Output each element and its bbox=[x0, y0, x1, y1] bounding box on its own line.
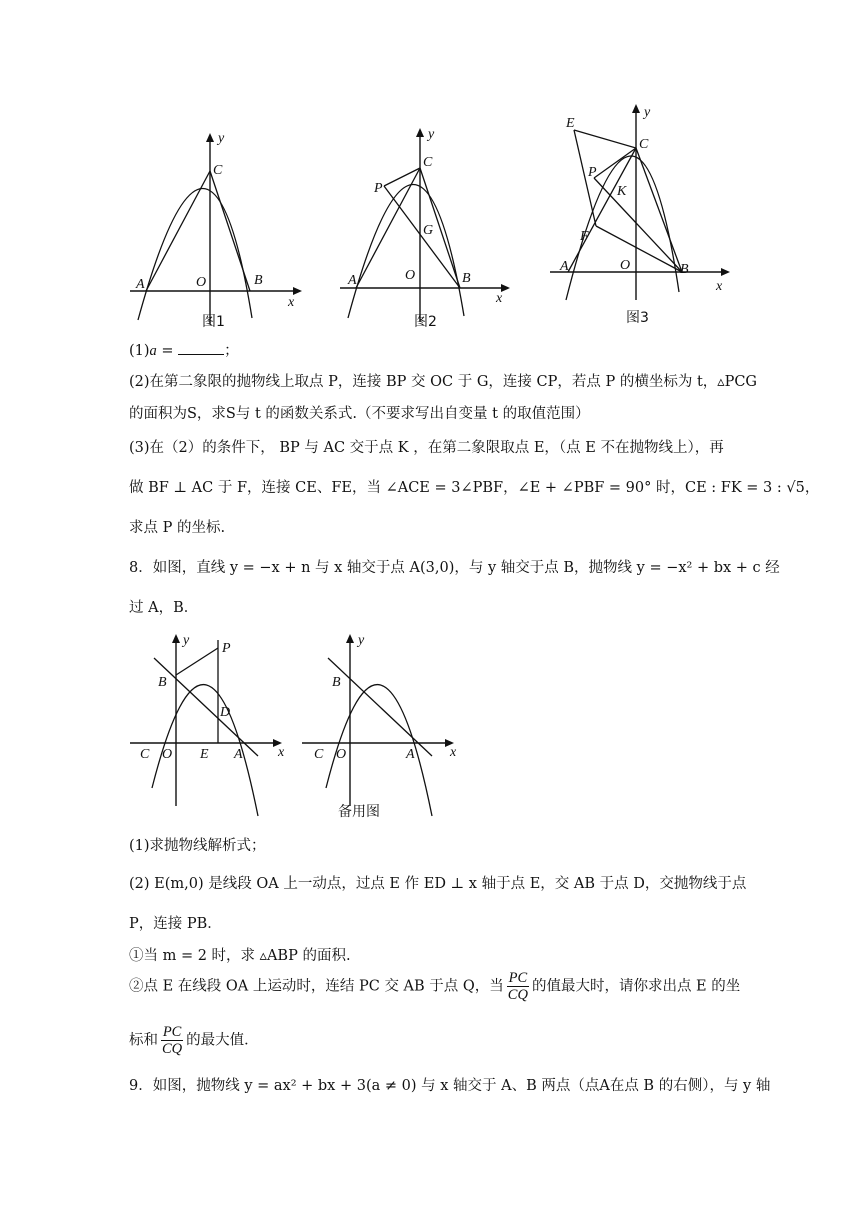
q7-part3-line3: 求点 P 的坐标. bbox=[129, 520, 226, 536]
fig1-o-label: O bbox=[196, 275, 207, 290]
fig3-x-label: x bbox=[716, 279, 723, 294]
fig3-k-label: K bbox=[617, 184, 627, 199]
fig2-a-label: A bbox=[348, 273, 357, 288]
q8-part2-line2: P，连接 PB． bbox=[129, 916, 222, 932]
fig1-x-label: x bbox=[288, 295, 295, 310]
figure-5 bbox=[300, 628, 470, 828]
q8-line1: 8．如图，直线 y = −x + n 与 x 轴交于点 A(3,0)，与 y 轴交于点 B，抛物线 y = −x² + bx + c 经 bbox=[129, 560, 780, 576]
fig4-c-label: C bbox=[140, 747, 150, 762]
fig5-y-label: y bbox=[358, 633, 365, 648]
fig4-d-label: D bbox=[220, 705, 231, 720]
fig1-caption: 图1 bbox=[202, 314, 225, 330]
fig2-b-label: B bbox=[462, 271, 471, 286]
fraction-pc-cq: $\frac{PC}{CQ}$ bbox=[507, 970, 528, 1003]
fig5-a-label: A bbox=[406, 747, 415, 762]
q7-part2-line1: (2)在第二象限的抛物线上取点 P，连接 BP 交 OC 于 G，连接 CP，若点 P 的横坐标为 t，▵PCG bbox=[129, 374, 758, 390]
fig1-b-label: B bbox=[254, 273, 263, 288]
fig4-p-label: P bbox=[222, 641, 231, 656]
fig3-f-label: F bbox=[580, 229, 589, 244]
fig1-a-label: A bbox=[136, 277, 145, 292]
fig5-caption: 备用图 bbox=[338, 804, 380, 820]
q8-part1: (1)求抛物线解析式； bbox=[129, 838, 266, 854]
fraction-pc-cq-2: $\frac{PC}{CQ}$ bbox=[162, 1024, 183, 1057]
q8-part2-line1: (2) E(m,0) 是线段 OA 上一动点，过点 E 作 ED ⊥ x 轴于点 E，交 AB 于点 D，交抛物线于点 bbox=[129, 876, 747, 892]
fig3-p-label: P bbox=[588, 165, 597, 180]
q7-part3-line1: (3)在（2）的条件下， BP 与 AC 交于点 K ，在第二象限取点 E，（点 E 不在抛物线上），再 bbox=[129, 440, 724, 456]
fig2-y-label: y bbox=[428, 127, 435, 142]
fig3-caption: 图3 bbox=[626, 310, 649, 326]
q8-case2-line2: 标和 $\frac{PC}{CQ}$ 的最大值． bbox=[129, 1024, 259, 1057]
q7-part1: (1)a = ； bbox=[129, 340, 239, 361]
fig3-e-label: E bbox=[566, 116, 575, 131]
q8-line2: 过 A，B． bbox=[129, 600, 199, 616]
fig4-x-label: x bbox=[278, 745, 285, 760]
fig4-o-label: O bbox=[162, 747, 173, 762]
fig4-e-label: E bbox=[200, 747, 209, 762]
fig1-y-label: y bbox=[218, 131, 225, 146]
fig2-o-label: O bbox=[405, 268, 416, 283]
fig5-x-label: x bbox=[450, 745, 457, 760]
fig4-b-label: B bbox=[158, 675, 167, 690]
fig5-o-label: O bbox=[336, 747, 347, 762]
fig2-g-label: G bbox=[423, 223, 434, 238]
figure-2 bbox=[336, 124, 526, 334]
fig3-a-label: A bbox=[560, 259, 569, 274]
fig2-caption: 图2 bbox=[414, 314, 437, 330]
fig3-c-label: C bbox=[639, 137, 649, 152]
q9-line1: 9．如图，抛物线 y = ax² + bx + 3(a ≠ 0) 与 x 轴交于 A、B 两点（点A在点 B 的右侧），与 y 轴 bbox=[129, 1078, 771, 1094]
fig3-b-label: B bbox=[680, 262, 689, 277]
fig4-y-label: y bbox=[183, 633, 190, 648]
fig5-b-label: B bbox=[332, 675, 341, 690]
answer-blank bbox=[178, 340, 224, 355]
fig2-c-label: C bbox=[423, 155, 433, 170]
fig5-c-label: C bbox=[314, 747, 324, 762]
figure-4 bbox=[128, 628, 298, 828]
q7-part2-line2: 的面积为S，求S与 t 的函数关系式.（不要求写出自变量 t 的取值范围） bbox=[129, 406, 590, 422]
fig2-x-label: x bbox=[496, 291, 503, 306]
q7-part3-line2: 做 BF ⊥ AC 于 F，连接 CE、FE，当 ∠ACE = 3∠PBF，∠E + ∠PBF = 90° 时，CE : FK = 3 : √5， bbox=[129, 480, 820, 496]
q8-case2-line1: ②点 E 在线段 OA 上运动时，连结 PC 交 AB 于点 Q，当 $\frac{PC}{CQ}$ 的值最大时，请你求出点 E 的坐 bbox=[129, 970, 741, 1003]
figure-3 bbox=[546, 100, 742, 332]
fig3-y-label: y bbox=[644, 105, 651, 120]
figure-1 bbox=[126, 128, 316, 333]
fig3-o-label: O bbox=[620, 258, 631, 273]
fig4-a-label: A bbox=[234, 747, 243, 762]
fig1-c-label: C bbox=[213, 163, 223, 178]
q8-case1: ①当 m = 2 时，求 ▵ABP 的面积. bbox=[129, 948, 351, 964]
fig2-p-label: P bbox=[374, 181, 383, 196]
